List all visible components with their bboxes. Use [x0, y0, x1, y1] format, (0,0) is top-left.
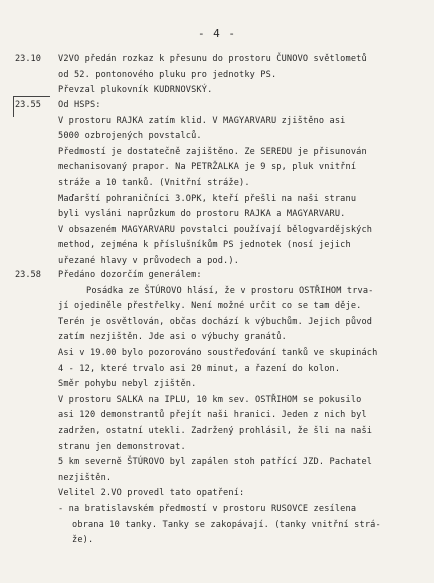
entry-text-line: Asi v 19.00 bylo pozorováno soustřeďování tanků ve skupinách: [58, 348, 378, 358]
entry-text-line: Od HSPS:: [58, 100, 101, 110]
entry-text-line: zatím nezjištěn. Jde asi o výbuchy granátů.: [58, 332, 287, 343]
entry-text-line: 4 - 12, které trvalo asi 20 minut, a řazení do kolon.: [58, 363, 341, 374]
entry-text-line: 5000 ozbrojených povstalců.: [58, 131, 202, 142]
entry-time: 23.10: [15, 54, 41, 64]
page-number: - 4 -: [197, 27, 237, 40]
entry-text-line: V obsazeném MAGYARVARU povstalci používají bělogvardějských: [58, 224, 373, 235]
entry-text-line: Terén je osvětlován, občas dochází k výbuchům. Jejich původ: [58, 316, 373, 327]
entry-text-line: obrana 10 tanky. Tanky se zakopávají. (tanky vnitřní strá-: [72, 519, 381, 530]
entry-text-line: zadržen, ostatní utekli. Zadržený prohlásil, že šli na naši: [58, 426, 373, 436]
entry-text-line: mechanisovaný prapor. Na PETRŽALKA je 9 sp, pluk vnitřní: [58, 162, 357, 173]
entry-text-line: uřezané hlavy v průvodech a pod.).: [58, 256, 240, 266]
entry-text-line: Posádka ze ŠTÚROVO hlásí, že v prostoru OSTŘIHOM trva-: [86, 285, 374, 296]
entry-time: 23.58: [15, 270, 41, 280]
entry-text-line: Velitel 2.VO provedl tato opatření:: [58, 488, 245, 499]
entry-text-line: V2VO předán rozkaz k přesunu do prostoru ČUNOVO světlometů: [58, 54, 367, 64]
entry-text-line: nezjištěn.: [58, 472, 112, 483]
entry-text-line: - na bratislavském předmostí v prostoru RUSOVCE zesílena: [58, 504, 357, 514]
entry-text-line: stranu jen demonstrovat.: [58, 441, 186, 452]
entry-text-line: method, zejména k příslušníkům PS jednotek (nosí jejich: [58, 240, 351, 251]
entry-text-line: 5 km severně ŠTÚROVO byl zapálen stoh patřící JZD. Pachatel: [58, 457, 373, 468]
entry-time: 23.55: [15, 100, 41, 110]
entry-text-line: Maďarští pohraničníci 3.OPK, kteří přešli na naši stranu: [58, 193, 357, 204]
entry-text-line: že).: [72, 535, 94, 546]
entry-text-line: Převzal plukovník KUDRNOVSKÝ.: [58, 85, 213, 96]
entry-text-line: asi 120 demonstrantů přejít naši hranici. Jeden z nich byl: [58, 410, 367, 421]
entry-text-line: Směr pohybu nebyl zjištěn.: [58, 379, 197, 390]
entry-text-line: V prostoru RAJKA zatím klid. V MAGYARVARU zjištěno asi: [58, 115, 346, 126]
entry-text-line: jí ojediněle přestřelky. Není možné určit co se tam děje.: [58, 301, 362, 312]
entry-text-line: V prostoru SALKA na IPLU, 10 km sev. OSTŘIHOM se pokusilo: [58, 394, 362, 405]
entry-text-line: od 52. pontonového pluku pro jednotky PS.: [58, 69, 277, 80]
entry-text-line: stráže a 10 tanků. (Vnitřní stráže).: [58, 178, 250, 188]
entry-text-line: Předmostí je dostatečně zajištěno. Ze SEREDU je přisunován: [58, 146, 367, 157]
entry-text-line: Předáno dozorčím generálem:: [58, 270, 202, 280]
entry-text-line: byli vysláni naprůzkum do prostoru RAJKA a MAGYARVARU.: [58, 209, 346, 220]
